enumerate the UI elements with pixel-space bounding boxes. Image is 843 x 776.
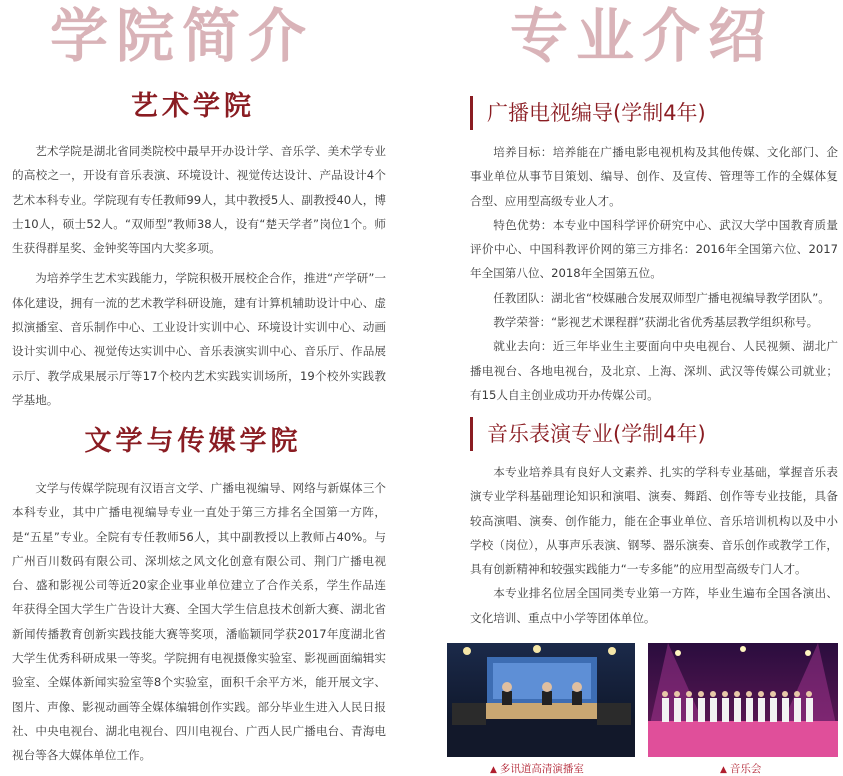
- concert-caption: [720, 761, 761, 776]
- media-college-title: 文学与传媒学院: [84, 426, 302, 457]
- art-college-section: [12, 139, 386, 412]
- art-college-title-wrap: [0, 90, 386, 124]
- music-major-section: [470, 460, 838, 630]
- broadcast-major-section: [470, 140, 838, 407]
- major-intro-heading: 专业介绍: [510, 2, 775, 70]
- college-intro-heading: 学院简介: [50, 2, 315, 70]
- art-college-paragraph-2: 为培养学生艺术实践能力，学院积极开展校企合作，推进“产学研”一体化建设，拥有一流的艺术教学科研设施，建有计算机辅助设计中心、虚拟演播室、音乐制作中心、工业设计实训中心、环境设计实训中心、动画设计实训中心、视觉传达实训中心、音乐表演实训中心、音乐厅、作品展示厅、教学成果展示厅等17个校内艺术实践实训场所，19个校外实践教学基地。: [12, 271, 386, 407]
- broadcast-major-heading: 广播电视编导(学制4年): [470, 96, 706, 130]
- broadcast-team-paragraph: 任教团队：湖北省“校媒融合发展双师型广播电视编导教学团队”。: [493, 290, 830, 305]
- broadcast-goal-paragraph: 培养目标：培养能在广播电影电视机构及其他传媒、文化部门、企事业单位从事节目策划、编导、创作、及宣传、管理等工作的全媒体复合型、应用型高级专业人才。: [470, 145, 838, 208]
- broadcast-employment-paragraph: 就业去向：近三年毕业生主要面向中央电视台、人民视频、湖北广播电视台、各地电视台，及北京、上海、深圳、武汉等传媒公司就业；有15人自主创业成功开办传媒公司。: [470, 339, 838, 402]
- studio-caption: [490, 761, 584, 776]
- art-college-title: 艺术学院: [131, 91, 255, 122]
- studio-photo: [447, 643, 635, 757]
- concert-photo: [648, 643, 838, 757]
- media-college-section: [12, 476, 386, 768]
- media-college-paragraph: 文学与传媒学院现有汉语言文学、广播电视编导、网络与新媒体三个本科专业，其中广播电视编导专业一直处于第三方排名全国第一方阵，是“五星”专业。全院有专任教师56人，其中副教授以上教师占40%。与广州百川数码有限公司、深圳炫之风文化创意有限公司、荆门广播电视台、盛和影视公司等近20家企业事业单位建立了合作关系，学生作品连年获得全国大学生广告设计大赛、全国大学生信息技术创新大赛、湖北省新闻传播教育创新实践技能大赛等奖项，潘临颖同学获2017年度湖北省大学生优秀科研成果一等奖。学院拥有电视摄像实验室、影视画面编辑实验室、全媒体新闻实验室等8个实验室，面积千余平方米，能开展文字、图片、声像、影视动画等全媒体编辑创作实践。部分毕业生进入人民日报社、中央电视台、湖北电视台、四川电视台、广西人民广播电台、青海电视台等各大媒体单位工作。: [12, 481, 386, 763]
- broadcast-honor-paragraph: 教学荣誉：“影视艺术课程群”获湖北省优秀基层教学组织称号。: [493, 315, 819, 330]
- concert-caption-text: 音乐会: [729, 763, 762, 775]
- triangle-marker-icon: ▲: [490, 765, 497, 775]
- music-major-paragraph-2: 本专业排名位居全国同类专业第一方阵，毕业生遍布全国各演出、文化培训、重点中小学等团体单位。: [470, 586, 838, 625]
- broadcast-advantage-paragraph: 特色优势：本专业中国科学评价研究中心、武汉大学中国教育质量评价中心、中国科教评价网的第三方排名：2016年全国第六位、2017年全国第八位、2018年全国第五位。: [470, 217, 838, 281]
- studio-caption-text: 多讯道高清演播室: [499, 763, 584, 775]
- concert-illustration: [648, 643, 838, 757]
- music-major-paragraph-1: 本专业培养具有良好人文素养、扎实的学科专业基础，掌握音乐表演专业学科基础理论知识和演唱、演奏、舞蹈、创作等专业技能，具备较高演唱、演奏、创作能力，能在企事业单位、音乐培训机构以及中小学校（岗位），从事声乐表演、钢琴、器乐演奏、音乐创作或教学工作，具有创新精神和较强实践能力“一专多能”的应用型高级专门人才。: [470, 465, 838, 577]
- art-college-paragraph-1: 艺术学院是湖北省同类院校中最早开办设计学、音乐学、美术学专业的高校之一，开设有音乐表演、环境设计、视觉传达设计、产品设计4个艺术本科专业。学院现有专任教师99人，其中教授5人、副教授40人，博士10人，硕士52人。“双师型”教师38人，设有“楚天学者”岗位1个。师生获得群星奖、金钟奖等国内大奖多项。: [12, 144, 386, 256]
- music-major-heading: 音乐表演专业(学制4年): [470, 417, 706, 451]
- studio-illustration: [447, 643, 635, 757]
- triangle-marker-icon: ▲: [720, 765, 727, 775]
- media-college-title-wrap: [0, 425, 386, 459]
